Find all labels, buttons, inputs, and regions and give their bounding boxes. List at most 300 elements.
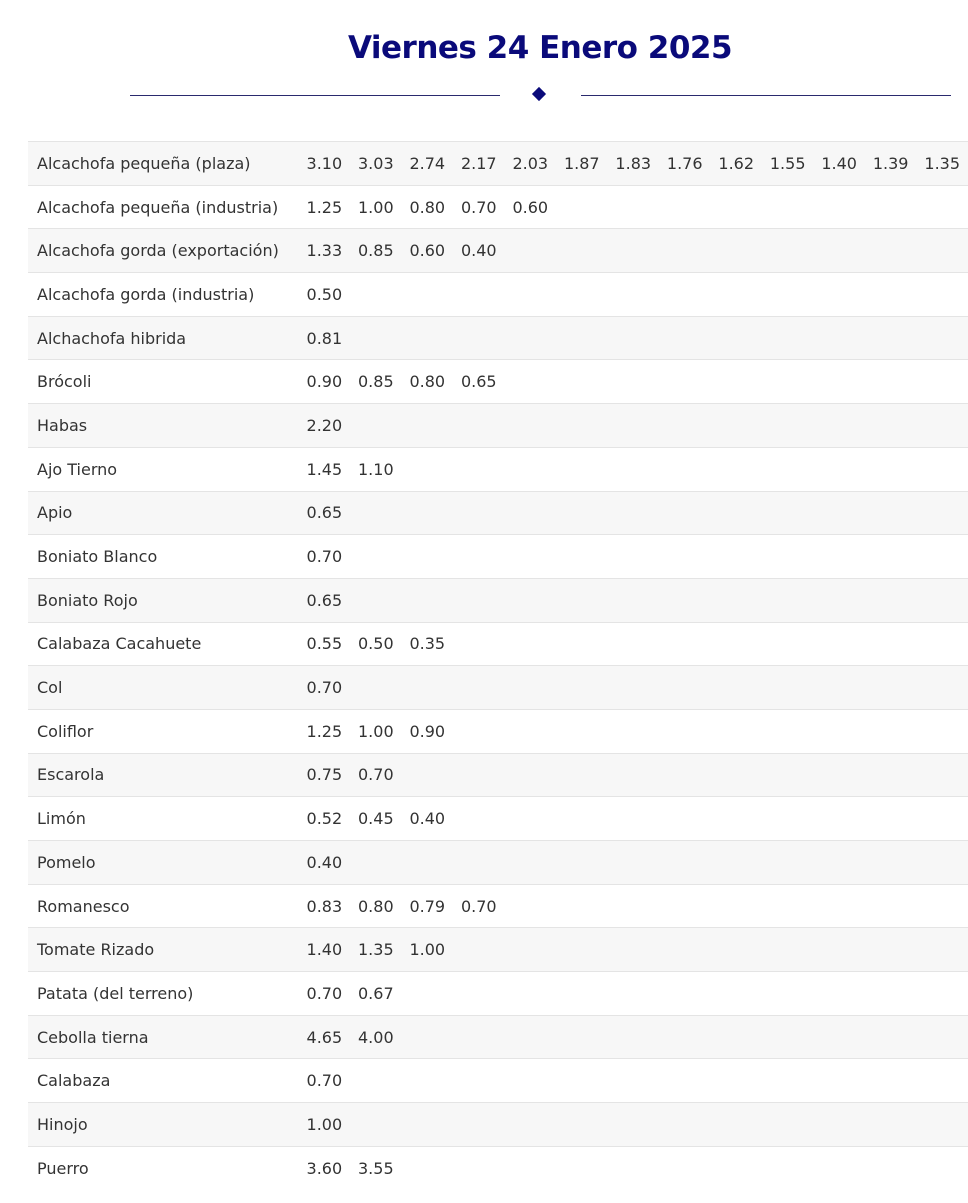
- price-cell: 0.81: [306, 328, 343, 348]
- product-name: Calabaza Cacahuete: [37, 634, 202, 654]
- price-cell: 3.55: [358, 1158, 394, 1178]
- price-cell: [813, 841, 864, 885]
- price-cell: [916, 316, 968, 360]
- price-cell: [762, 535, 813, 579]
- price-cell: 0.70: [306, 547, 343, 567]
- price-cell: [813, 1103, 864, 1147]
- price-cell: 1.10: [358, 459, 394, 479]
- price-cell: [402, 841, 453, 885]
- price-cell: [659, 404, 710, 448]
- price-cell: [813, 273, 864, 317]
- price-cell: [865, 797, 916, 841]
- price-cell: [659, 491, 710, 535]
- product-name: Puerro: [37, 1158, 89, 1178]
- product-name: Alcachofa gorda (exportación): [37, 241, 279, 261]
- price-cell: 0.65: [460, 372, 497, 392]
- product-name: Alchachofa hibrida: [37, 328, 187, 348]
- price-cell: [710, 666, 761, 710]
- price-cell: [505, 1103, 556, 1147]
- price-cell: 0.40: [460, 241, 497, 261]
- price-cell: [865, 1015, 916, 1059]
- price-cell: [865, 666, 916, 710]
- table-row: [28, 841, 968, 885]
- price-cell: [813, 447, 864, 491]
- price-cell: [762, 928, 813, 972]
- price-cell: [710, 884, 761, 928]
- price-cell: [813, 666, 864, 710]
- product-name: Pomelo: [37, 852, 96, 872]
- table-row: [28, 1015, 968, 1059]
- price-cell: [505, 928, 556, 972]
- price-cell: [556, 447, 607, 491]
- price-cell: 1.00: [358, 721, 394, 741]
- price-cell: [710, 1015, 761, 1059]
- price-cell: [659, 1146, 710, 1190]
- price-cell: [505, 1146, 556, 1190]
- price-cell: [556, 797, 607, 841]
- price-cell: 1.35: [924, 153, 961, 173]
- price-cell: [710, 535, 761, 579]
- price-cell: [710, 709, 761, 753]
- product-name: Col: [37, 678, 63, 698]
- price-cell: [813, 884, 864, 928]
- price-cell: [865, 491, 916, 535]
- price-cell: [865, 316, 916, 360]
- price-cell: [916, 797, 968, 841]
- price-cell: [762, 491, 813, 535]
- price-cell: [556, 578, 607, 622]
- price-cell: [865, 622, 916, 666]
- price-cell: [865, 1059, 916, 1103]
- price-cell: 1.00: [306, 1114, 343, 1134]
- price-cell: [556, 884, 607, 928]
- table-row: [28, 273, 968, 317]
- price-cell: [608, 491, 659, 535]
- price-cell: 0.65: [306, 590, 343, 610]
- price-cell: 0.45: [358, 809, 394, 829]
- price-cell: [762, 578, 813, 622]
- price-cell: 1.00: [358, 197, 394, 217]
- price-cell: [608, 273, 659, 317]
- product-name: Brócoli: [37, 372, 92, 392]
- price-cell: [556, 404, 607, 448]
- price-cell: [762, 273, 813, 317]
- price-cell: 0.40: [306, 852, 343, 872]
- price-cell: [659, 928, 710, 972]
- price-cell: [505, 404, 556, 448]
- price-cell: [350, 273, 401, 317]
- table-row: [28, 884, 968, 928]
- price-cell: [608, 709, 659, 753]
- product-name: Romanesco: [37, 896, 130, 916]
- price-cell: [608, 316, 659, 360]
- price-cell: [505, 972, 556, 1016]
- price-cell: [659, 229, 710, 273]
- price-cell: [813, 1146, 864, 1190]
- price-cell: [762, 185, 813, 229]
- price-cell: [916, 841, 968, 885]
- price-cell: [762, 622, 813, 666]
- price-cell: [865, 447, 916, 491]
- price-cell: [659, 972, 710, 1016]
- price-cell: [659, 316, 710, 360]
- price-cell: 0.90: [409, 721, 446, 741]
- price-cell: [659, 273, 710, 317]
- price-cell: [402, 972, 453, 1016]
- price-cell: [608, 884, 659, 928]
- price-cell: [505, 535, 556, 579]
- price-cell: [762, 709, 813, 753]
- price-cell: [505, 1015, 556, 1059]
- price-cell: 0.85: [358, 241, 394, 261]
- price-cell: [710, 491, 761, 535]
- price-cell: [813, 797, 864, 841]
- price-cell: [453, 1015, 504, 1059]
- price-cell: 1.39: [872, 153, 909, 173]
- product-name: Alcachofa gorda (industria): [37, 284, 255, 304]
- price-cell: [916, 491, 968, 535]
- price-cell: [505, 841, 556, 885]
- price-cell: [505, 273, 556, 317]
- price-cell: [453, 535, 504, 579]
- price-cell: [505, 316, 556, 360]
- price-cell: [608, 928, 659, 972]
- price-cell: [659, 797, 710, 841]
- price-cell: [350, 1059, 401, 1103]
- price-cell: [556, 841, 607, 885]
- price-cell: [350, 404, 401, 448]
- price-cell: [813, 360, 864, 404]
- price-cell: [916, 1146, 968, 1190]
- price-cell: [350, 666, 401, 710]
- price-cell: [556, 1146, 607, 1190]
- price-cell: [402, 404, 453, 448]
- price-cell: [608, 535, 659, 579]
- price-cell: [608, 622, 659, 666]
- price-cell: [916, 709, 968, 753]
- price-cell: [710, 273, 761, 317]
- price-cell: [608, 1146, 659, 1190]
- price-cell: [916, 229, 968, 273]
- price-cell: [762, 753, 813, 797]
- product-name: Limón: [37, 809, 86, 829]
- price-cell: [710, 185, 761, 229]
- price-cell: [659, 1015, 710, 1059]
- price-cell: [453, 709, 504, 753]
- price-cell: [556, 316, 607, 360]
- price-cell: 1.25: [306, 197, 343, 217]
- product-name: Escarola: [37, 765, 105, 785]
- price-cell: 0.70: [306, 1071, 343, 1091]
- price-cell: [556, 229, 607, 273]
- price-cell: [556, 491, 607, 535]
- price-cell: [505, 709, 556, 753]
- price-cell: 0.65: [306, 503, 343, 523]
- price-cell: [916, 1015, 968, 1059]
- price-cell: 1.35: [358, 940, 394, 960]
- price-cell: [762, 666, 813, 710]
- price-cell: [659, 753, 710, 797]
- title-divider-right: [581, 95, 951, 96]
- price-cell: 0.83: [306, 896, 343, 916]
- price-cell: [916, 535, 968, 579]
- price-cell: 0.79: [409, 896, 446, 916]
- price-cell: [865, 404, 916, 448]
- product-name: Alcachofa pequeña (industria): [37, 197, 279, 217]
- price-cell: [659, 1103, 710, 1147]
- price-cell: 0.60: [512, 197, 549, 217]
- price-cell: [505, 884, 556, 928]
- price-cell: [608, 1103, 659, 1147]
- price-cell: [865, 229, 916, 273]
- table-row: [28, 316, 968, 360]
- price-cell: [762, 1146, 813, 1190]
- price-cell: [453, 404, 504, 448]
- table-row: [28, 1059, 968, 1103]
- price-table: [28, 141, 968, 1190]
- price-cell: 2.03: [512, 153, 549, 173]
- price-cell: [402, 753, 453, 797]
- price-cell: 3.60: [306, 1158, 343, 1178]
- price-cell: [710, 1059, 761, 1103]
- price-cell: [453, 447, 504, 491]
- price-cell: [556, 535, 607, 579]
- price-cell: [865, 1103, 916, 1147]
- price-cell: 2.17: [460, 153, 497, 173]
- price-cell: 0.50: [306, 284, 343, 304]
- price-cell: [350, 316, 401, 360]
- price-cell: 0.60: [409, 241, 446, 261]
- price-cell: [402, 1015, 453, 1059]
- price-cell: 1.25: [306, 721, 343, 741]
- price-cell: [813, 535, 864, 579]
- title-divider-left: [130, 95, 500, 96]
- price-cell: 1.40: [821, 153, 857, 173]
- price-cell: [608, 404, 659, 448]
- table-row: [28, 447, 968, 491]
- price-cell: [350, 491, 401, 535]
- price-cell: [813, 229, 864, 273]
- price-cell: [350, 578, 401, 622]
- price-cell: [505, 447, 556, 491]
- price-cell: [556, 666, 607, 710]
- price-cell: [608, 972, 659, 1016]
- price-cell: [762, 1103, 813, 1147]
- product-name: Coliflor: [37, 721, 94, 741]
- price-cell: [762, 1015, 813, 1059]
- price-cell: [865, 1146, 916, 1190]
- price-cell: [916, 1103, 968, 1147]
- price-cell: [350, 535, 401, 579]
- table-row: [28, 666, 968, 710]
- price-cell: 0.90: [306, 372, 343, 392]
- table-row: [28, 229, 968, 273]
- price-cell: 0.52: [306, 809, 343, 829]
- price-cell: [402, 1146, 453, 1190]
- price-cell: [402, 447, 453, 491]
- price-cell: [659, 709, 710, 753]
- price-cell: [916, 928, 968, 972]
- price-cell: [813, 578, 864, 622]
- price-cell: [865, 273, 916, 317]
- price-cell: [505, 797, 556, 841]
- price-cell: [710, 972, 761, 1016]
- price-cell: [505, 622, 556, 666]
- price-cell: [916, 622, 968, 666]
- price-cell: [813, 316, 864, 360]
- price-cell: [453, 797, 504, 841]
- price-cell: [453, 928, 504, 972]
- price-cell: [865, 928, 916, 972]
- price-cell: [813, 1015, 864, 1059]
- price-cell: [453, 1103, 504, 1147]
- price-cell: 0.70: [460, 197, 497, 217]
- price-cell: [762, 841, 813, 885]
- price-cell: [813, 928, 864, 972]
- price-cell: [350, 1103, 401, 1147]
- price-cell: [453, 491, 504, 535]
- price-cell: [608, 753, 659, 797]
- price-cell: 4.00: [358, 1027, 394, 1047]
- diamond-icon: [532, 87, 546, 101]
- price-cell: [916, 360, 968, 404]
- price-cell: [608, 1059, 659, 1103]
- price-cell: 2.20: [306, 415, 343, 435]
- price-cell: 0.70: [460, 896, 497, 916]
- price-cell: [402, 666, 453, 710]
- price-cell: [453, 972, 504, 1016]
- price-cell: [865, 884, 916, 928]
- price-cell: [402, 316, 453, 360]
- product-name: Boniato Rojo: [37, 590, 138, 610]
- price-cell: [505, 753, 556, 797]
- price-cell: 1.33: [306, 241, 343, 261]
- price-cell: 0.55: [306, 634, 343, 654]
- price-cell: 2.74: [409, 153, 446, 173]
- table-row: [28, 185, 968, 229]
- price-cell: 0.50: [358, 634, 394, 654]
- price-cell: [710, 622, 761, 666]
- price-cell: [402, 578, 453, 622]
- page-title: Viernes 24 Enero 2025: [347, 30, 733, 66]
- price-cell: [608, 360, 659, 404]
- price-cell: [813, 491, 864, 535]
- table-row: [28, 753, 968, 797]
- price-cell: [453, 1146, 504, 1190]
- price-cell: 0.80: [409, 372, 446, 392]
- price-cell: [916, 447, 968, 491]
- price-cell: [350, 841, 401, 885]
- price-cell: [453, 1059, 504, 1103]
- price-cell: 1.87: [563, 153, 600, 173]
- price-cell: [762, 229, 813, 273]
- price-cell: [710, 753, 761, 797]
- price-cell: 1.62: [718, 153, 755, 173]
- price-cell: [710, 229, 761, 273]
- price-cell: [710, 447, 761, 491]
- price-cell: [659, 1059, 710, 1103]
- price-cell: [916, 185, 968, 229]
- price-cell: [453, 316, 504, 360]
- price-cell: [813, 185, 864, 229]
- price-cell: [505, 360, 556, 404]
- price-cell: 1.83: [615, 153, 652, 173]
- price-cell: [916, 404, 968, 448]
- price-cell: [762, 447, 813, 491]
- product-name: Ajo Tierno: [37, 459, 118, 479]
- table-row: [28, 578, 968, 622]
- price-cell: [556, 972, 607, 1016]
- price-cell: [402, 1103, 453, 1147]
- price-cell: [505, 491, 556, 535]
- price-cell: [608, 1015, 659, 1059]
- price-cell: [865, 972, 916, 1016]
- price-cell: [710, 1146, 761, 1190]
- price-cell: 1.55: [769, 153, 806, 173]
- price-cell: [556, 622, 607, 666]
- price-cell: [505, 229, 556, 273]
- price-cell: [865, 185, 916, 229]
- price-cell: 0.80: [409, 197, 446, 217]
- price-cell: 0.67: [358, 983, 394, 1003]
- price-cell: [916, 273, 968, 317]
- price-cell: [453, 753, 504, 797]
- price-cell: [608, 229, 659, 273]
- price-cell: [453, 622, 504, 666]
- price-cell: [556, 1015, 607, 1059]
- price-cell: [556, 273, 607, 317]
- price-cell: 0.80: [358, 896, 394, 916]
- price-cell: [710, 841, 761, 885]
- price-cell: [710, 928, 761, 972]
- table-row: [28, 797, 968, 841]
- price-cell: [813, 622, 864, 666]
- price-cell: [402, 1059, 453, 1103]
- price-cell: 4.65: [306, 1027, 343, 1047]
- price-cell: [916, 884, 968, 928]
- price-cell: [865, 360, 916, 404]
- product-name: Tomate Rizado: [37, 940, 155, 960]
- table-row: [28, 535, 968, 579]
- table-row: [28, 404, 968, 448]
- price-cell: [916, 753, 968, 797]
- price-cell: [659, 360, 710, 404]
- price-cell: [762, 884, 813, 928]
- price-cell: [762, 404, 813, 448]
- price-cell: [556, 709, 607, 753]
- price-cell: [556, 1059, 607, 1103]
- price-cell: [865, 578, 916, 622]
- price-cell: [762, 360, 813, 404]
- price-cell: 0.85: [358, 372, 394, 392]
- product-name: Apio: [37, 503, 73, 523]
- price-cell: [402, 273, 453, 317]
- price-cell: [865, 709, 916, 753]
- price-cell: 1.00: [409, 940, 446, 960]
- price-cell: [659, 884, 710, 928]
- price-cell: [608, 185, 659, 229]
- price-cell: [813, 753, 864, 797]
- product-name: Cebolla tierna: [37, 1027, 149, 1047]
- price-cell: [659, 447, 710, 491]
- product-name: Hinojo: [37, 1114, 88, 1134]
- price-cell: 0.75: [306, 765, 343, 785]
- price-cell: 0.70: [306, 983, 343, 1003]
- product-name: Habas: [37, 415, 88, 435]
- price-cell: [813, 709, 864, 753]
- price-cell: [659, 578, 710, 622]
- price-cell: [556, 360, 607, 404]
